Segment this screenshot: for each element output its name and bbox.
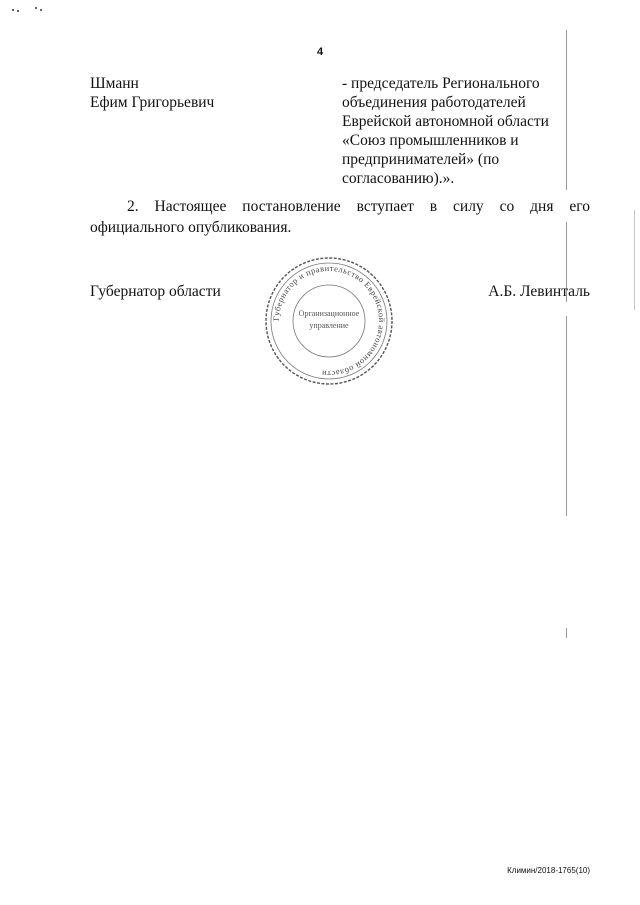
member-surname: Шманн bbox=[90, 75, 139, 92]
scan-artifact-line bbox=[566, 628, 567, 638]
clause-paragraph: 2. Настоящее постановление вступает в силу со дня его официального опубликования. bbox=[90, 198, 590, 236]
role-line: согласованию).». bbox=[342, 170, 455, 187]
scan-speck bbox=[35, 7, 37, 9]
signatory-name: А.Б. Левинталь bbox=[488, 283, 590, 300]
role-line: - председатель Регионального bbox=[342, 75, 540, 92]
scan-artifact-line bbox=[566, 316, 567, 516]
member-name bbox=[90, 74, 214, 112]
role-line: Еврейской автономной области bbox=[342, 113, 549, 130]
page-number: 4 bbox=[316, 46, 324, 58]
role-line: объединения работодателей bbox=[342, 94, 526, 111]
scan-speck bbox=[17, 10, 19, 12]
seal-center-line: Организационное bbox=[298, 309, 360, 318]
seal-center-line: управление bbox=[309, 321, 349, 330]
signatory-title: Губернатор области bbox=[90, 283, 221, 300]
document-footer-code: Климин/2018-1765(10) bbox=[507, 866, 590, 875]
scan-artifact-line bbox=[634, 210, 635, 310]
role-line: «Союз промышленников и bbox=[342, 132, 519, 149]
seal-graphic bbox=[262, 254, 396, 388]
scan-speck bbox=[12, 9, 14, 11]
scan-speck bbox=[40, 9, 42, 11]
member-role bbox=[342, 74, 582, 188]
role-line: предпринимателей» (по bbox=[342, 151, 500, 168]
member-given-names: Ефим Григорьевич bbox=[90, 94, 215, 111]
official-seal-stamp bbox=[262, 254, 396, 388]
seal-ring-text: Губернатор и правительство Еврейской автономной области bbox=[271, 263, 387, 379]
